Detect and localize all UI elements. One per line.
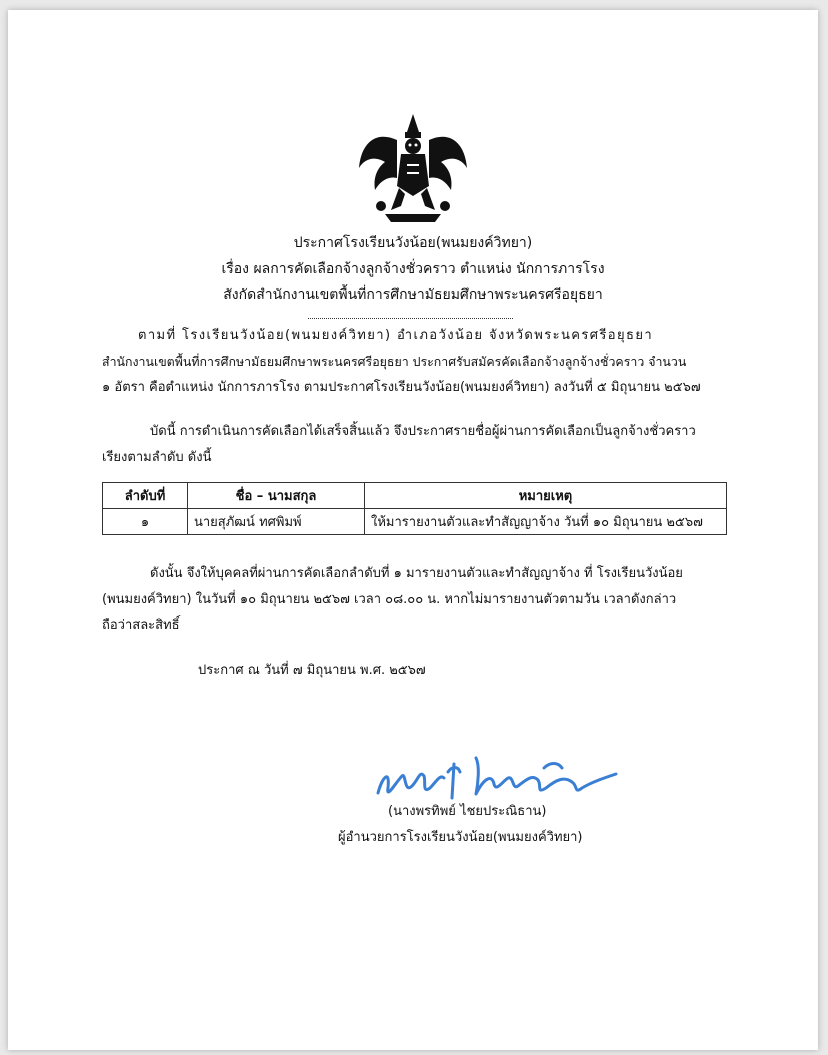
paragraph-1-line-3: ๑ อัตรา คือตำแหน่ง นักการภารโรง ตามประกาศโรงเรียนวังน้อย(พนมยงค์วิทยา) ลงวันที่ ๕ มิถุนายน ๒๕๖๗: [102, 380, 701, 395]
column-header-name: ชื่อ – นามสกุล: [188, 483, 365, 509]
signer-position: ผู้อำนวยการโรงเรียนวังน้อย(พนมยงค์วิทยา): [338, 830, 583, 845]
announcement-title: ประกาศโรงเรียนวังน้อย(พนมยงค์วิทยา): [293, 235, 533, 251]
column-header-remark: หมายเหตุ: [365, 483, 727, 509]
result-table: [102, 482, 727, 535]
paragraph-2-line-2: เรียงตามลำดับ ดังนี้: [102, 450, 212, 465]
document-page: [8, 10, 818, 1050]
title-divider: [308, 318, 513, 319]
cell-remark: ให้มารายงานตัวและทำสัญญาจ้าง วันที่ ๑๐ มิถุนายน ๒๕๖๗: [365, 509, 727, 535]
announcement-subject: เรื่อง ผลการคัดเลือกจ้างลูกจ้างชั่วคราว ตำแหน่ง นักการภารโรง: [221, 261, 605, 277]
announce-date: ประกาศ ณ วันที่ ๗ มิถุนายน พ.ศ. ๒๕๖๗: [198, 663, 426, 678]
announcement-affiliation: สังกัดสำนักงานเขตพื้นที่การศึกษามัธยมศึกษาพระนครศรีอยุธยา: [223, 287, 603, 303]
column-header-rank: ลำดับที่: [103, 483, 188, 509]
garuda-emblem-icon: [355, 110, 471, 226]
paragraph-3-line-2: (พนมยงค์วิทยา) ในวันที่ ๑๐ มิถุนายน ๒๕๖๗ เวลา ๐๘.๐๐ น. หากไม่มารายงานตัวตามวัน เวลาดังกล่าว: [102, 592, 677, 607]
paragraph-1-line-1: ตามที่ โรงเรียนวังน้อย(พนมยงค์วิทยา) อำเภอวังน้อย จังหวัดพระนครศรีอยุธยา: [138, 328, 654, 343]
cell-name: นายสุภัฒน์ ทศพิมพ์: [188, 509, 365, 535]
cell-rank: ๑: [103, 509, 188, 535]
paragraph-3-line-3: ถือว่าสละสิทธิ์: [102, 618, 180, 633]
paragraph-1-line-2: สำนักงานเขตพื้นที่การศึกษามัธยมศึกษาพระนครศรีอยุธยา ประกาศรับสมัครคัดเลือกจ้างลูกจ้างชั่วคราว จำนวน: [102, 354, 687, 369]
paragraph-2-line-1: บัดนี้ การดำเนินการคัดเลือกได้เสร็จสิ้นแล้ว จึงประกาศรายชื่อผู้ผ่านการคัดเลือกเป็นลูกจ้างชั่วคราว: [150, 424, 696, 439]
table-row: [103, 509, 727, 535]
paragraph-3-line-1: ดังนั้น จึงให้บุคคลที่ผ่านการคัดเลือกลำดับที่ ๑ มารายงานตัวและทำสัญญาจ้าง ที่ โรงเรียนวังน้อย: [150, 566, 683, 581]
signer-name: (นางพรทิพย์ ไชยประณิธาน): [388, 804, 547, 819]
table-header-row: [103, 483, 727, 509]
